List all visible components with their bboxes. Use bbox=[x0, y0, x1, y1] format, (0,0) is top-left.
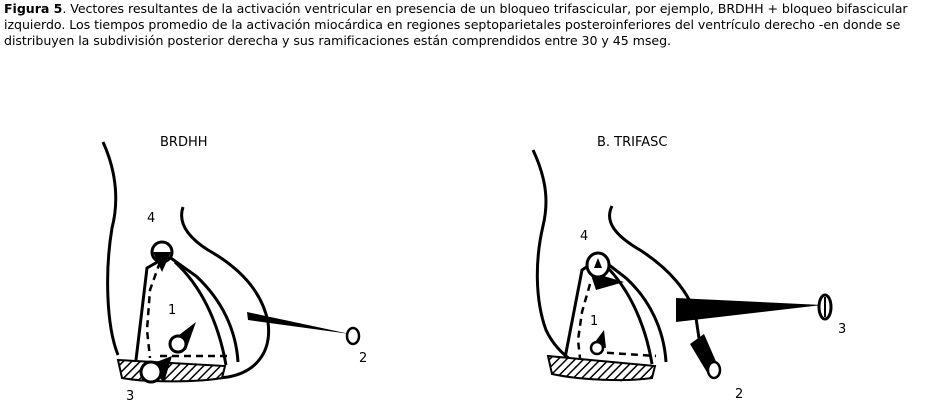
left-septal-dashed-line bbox=[147, 262, 160, 358]
left-vector-1 bbox=[170, 322, 196, 352]
figure-caption-text: . Vectores resultantes de la activación ventricular en presencia de un bloqueo trifascicular, por ejemplo, BRDHH + bloqueo bifascicular izquierdo. Los tiempos promedio de la activación miocárdica en regiones septoparietales posteroinferiores del ventrículo derecho -en donde se distribuyen la subdivisión posterior derecha y sus ramificaciones están comprendidos entre 30 y 45 mseg. bbox=[4, 1, 908, 48]
left-heart-diagram bbox=[103, 142, 367, 404]
right-label-3: 3 bbox=[838, 322, 847, 337]
right-vector-2 bbox=[690, 334, 720, 378]
right-vector-3 bbox=[676, 295, 831, 322]
left-label-1: 1 bbox=[168, 303, 177, 318]
figure-label: Figura 5 bbox=[4, 1, 63, 16]
right-ventricle-wall bbox=[565, 258, 666, 362]
right-vector-1 bbox=[591, 330, 606, 354]
left-vector-2 bbox=[247, 312, 359, 344]
right-base-dashed-line bbox=[595, 352, 656, 356]
left-vector-4 bbox=[152, 242, 172, 272]
right-heart-diagram bbox=[533, 150, 846, 402]
left-label-2: 2 bbox=[359, 351, 368, 366]
right-label-1: 1 bbox=[590, 314, 599, 329]
left-panel-title: BRDHH bbox=[160, 135, 208, 150]
right-septal-dashed-line bbox=[578, 284, 590, 358]
left-outer-contour bbox=[103, 142, 118, 355]
right-label-4: 4 bbox=[580, 229, 589, 244]
left-label-3: 3 bbox=[126, 389, 135, 404]
right-label-2: 2 bbox=[735, 387, 744, 402]
left-label-4: 4 bbox=[147, 211, 156, 226]
right-panel-title: B. TRIFASC bbox=[597, 135, 668, 150]
right-hatched-base bbox=[548, 356, 655, 380]
left-hatched-base bbox=[118, 360, 225, 381]
